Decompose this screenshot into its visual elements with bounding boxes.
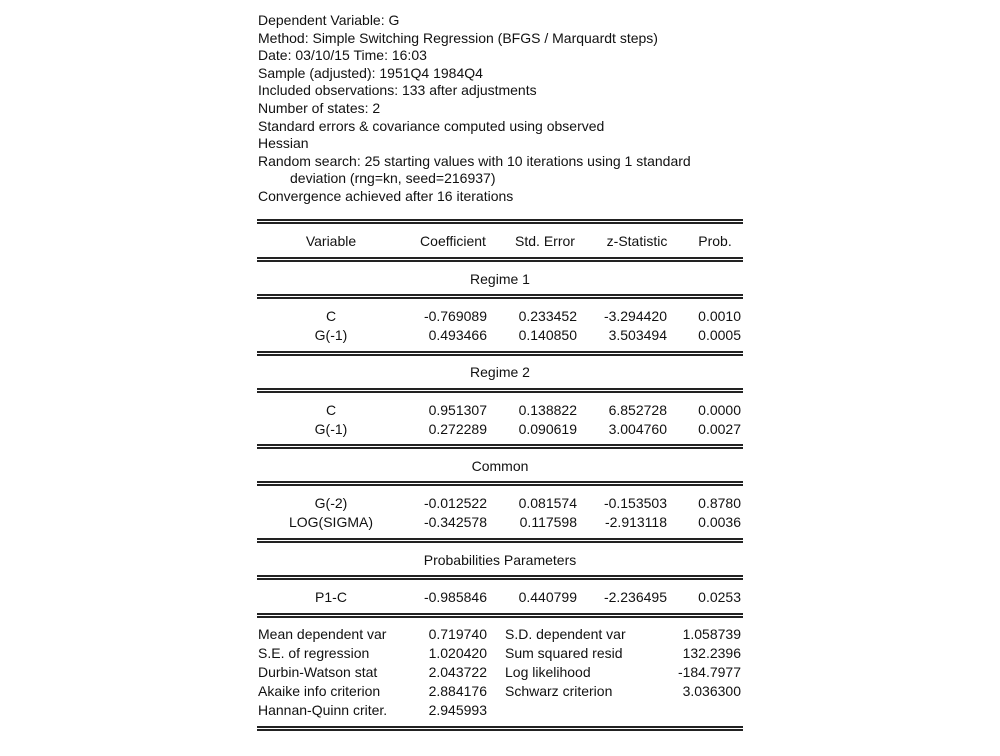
summary-row	[257, 644, 743, 663]
coefficient-value: 0.951307	[428, 402, 487, 418]
random-search-line: Random search: 25 starting values with 10 iterations using 1 standard	[258, 152, 691, 169]
z-statistic-value: 3.503494	[608, 327, 667, 343]
variable-name: C	[325, 308, 337, 324]
column-header-z-statistic: z-Statistic	[606, 233, 668, 249]
date-time-line: Date: 03/10/15 Time: 16:03	[258, 47, 427, 64]
prob-value: 0.0027	[698, 421, 741, 437]
coefficient-value: -0.769089	[423, 308, 487, 324]
table-rule	[257, 388, 743, 393]
prob-value: 0.0005	[698, 327, 741, 343]
table-rule	[257, 444, 743, 449]
column-header-prob: Prob.	[698, 233, 732, 249]
table-rule	[257, 351, 743, 356]
section-title-regime-2: Regime 2	[470, 364, 530, 380]
column-header-variable: Variable	[305, 233, 357, 249]
coefficient-value: -0.985846	[423, 589, 487, 605]
prob-value: 0.0010	[698, 308, 741, 324]
section-title-common: Common	[471, 458, 529, 474]
summary-value: 2.884176	[428, 683, 487, 699]
summary-row	[257, 625, 743, 644]
table-row	[257, 307, 743, 326]
summary-label: Mean dependent var	[258, 626, 387, 642]
table-row	[257, 513, 743, 532]
summary-value: 0.719740	[428, 626, 487, 642]
table-row	[257, 588, 743, 607]
std-error-value: 0.117598	[519, 514, 577, 530]
table-row	[257, 326, 743, 345]
table-rule	[257, 294, 743, 299]
summary-row	[257, 682, 743, 701]
variable-name: G(-1)	[314, 421, 348, 437]
z-statistic-value: -3.294420	[603, 308, 667, 324]
summary-value: 1.020420	[428, 645, 487, 661]
summary-label: S.D. dependent var	[505, 626, 626, 642]
std-error-value: 0.081574	[518, 495, 577, 511]
column-header-coefficient: Coefficient	[420, 233, 486, 249]
random-search-continued-line: deviation (rng=kn, seed=216937)	[290, 170, 496, 187]
coefficient-value: 0.493466	[428, 327, 487, 343]
variable-name: LOG(SIGMA)	[288, 514, 373, 530]
summary-label: Hannan-Quinn criter.	[258, 702, 388, 718]
table-rule	[257, 575, 743, 580]
summary-label: S.E. of regression	[258, 645, 370, 661]
table-row	[257, 401, 743, 420]
variable-name: C	[325, 402, 337, 418]
summary-row	[257, 701, 743, 720]
table-row	[257, 494, 743, 513]
variable-name: G(-2)	[314, 495, 348, 511]
summary-value: 2.945993	[428, 702, 487, 718]
prob-value: 0.0036	[698, 514, 741, 530]
summary-value: 1.058739	[682, 626, 741, 642]
table-row	[257, 420, 743, 439]
summary-value: 2.043722	[428, 664, 487, 680]
z-statistic-value: -2.236495	[603, 589, 667, 605]
std-error-value: 0.138822	[518, 402, 577, 418]
table-rule	[257, 538, 743, 543]
std-error-value: 0.440799	[518, 589, 577, 605]
method-line: Method: Simple Switching Regression (BFGS / Marquardt steps)	[258, 29, 658, 46]
table-rule	[257, 613, 743, 618]
std-error-value: 0.090619	[518, 421, 577, 437]
column-header-std-error: Std. Error	[515, 233, 575, 249]
table-rule	[257, 726, 743, 731]
table-header-row	[257, 232, 743, 251]
convergence-line: Convergence achieved after 16 iterations	[258, 187, 514, 204]
variable-name: P1-C	[315, 589, 347, 605]
observations-line: Included observations: 133 after adjustments	[258, 82, 537, 99]
variable-name: G(-1)	[314, 327, 348, 343]
summary-label: Schwarz criterion	[505, 683, 613, 699]
summary-value: -184.7977	[677, 664, 741, 680]
table-rule	[257, 257, 743, 262]
summary-value: 3.036300	[682, 683, 741, 699]
z-statistic-value: -2.913118	[604, 514, 667, 530]
sample-line: Sample (adjusted): 1951Q4 1984Q4	[258, 64, 483, 81]
section-title-regime-1: Regime 1	[470, 271, 530, 287]
z-statistic-value: 3.004760	[608, 421, 667, 437]
coefficient-table	[257, 0, 743, 756]
summary-label: Log likelihood	[505, 664, 591, 680]
dependent-variable-line: Dependent Variable: G	[258, 12, 400, 28]
std-error-value: 0.140850	[518, 327, 577, 343]
summary-value: 132.2396	[682, 645, 741, 661]
prob-value: 0.0253	[698, 589, 741, 605]
prob-value: 0.8780	[698, 495, 741, 511]
z-statistic-value: 6.852728	[608, 402, 667, 418]
std-errors-line: Standard errors & covariance computed using observed	[258, 117, 605, 134]
std-error-value: 0.233452	[518, 308, 577, 324]
section-title-probabilities-parameters: Probabilities Parameters	[423, 552, 577, 568]
coefficient-value: -0.342578	[423, 514, 487, 530]
summary-row	[257, 663, 743, 682]
summary-label: Durbin-Watson stat	[258, 664, 378, 680]
hessian-line: Hessian	[258, 135, 309, 152]
summary-label: Sum squared resid	[505, 645, 623, 661]
z-statistic-value: -0.153503	[603, 495, 667, 511]
summary-label: Akaike info criterion	[258, 683, 381, 699]
table-rule	[257, 481, 743, 486]
coefficient-value: -0.012522	[423, 495, 487, 511]
table-rule	[257, 219, 743, 224]
prob-value: 0.0000	[698, 402, 741, 418]
states-line: Number of states: 2	[258, 99, 381, 116]
coefficient-value: 0.272289	[428, 421, 487, 437]
